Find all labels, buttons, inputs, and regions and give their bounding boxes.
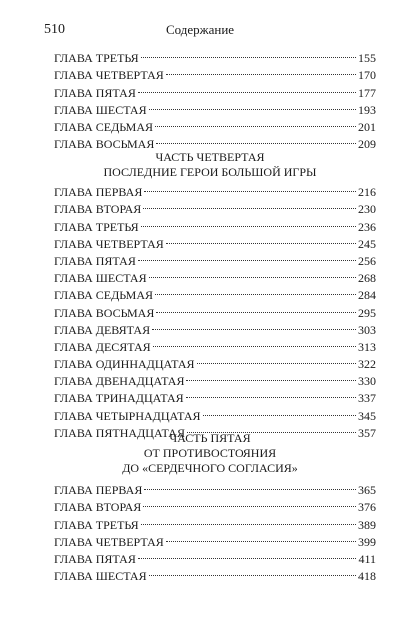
- toc-entry-page: 155: [358, 51, 376, 66]
- dot-leader: [141, 511, 356, 528]
- toc-entry-title: ГЛАВА ПЕРВАЯ: [54, 185, 143, 200]
- toc-entry-title: ГЛАВА ДЕСЯТАЯ: [54, 339, 151, 354]
- toc-entry-page: 313: [358, 339, 376, 354]
- toc-entry-title: ГЛАВА ПЯТАЯ: [54, 253, 136, 268]
- dot-leader: [149, 265, 356, 282]
- toc-entry-title: ГЛАВА ШЕСТАЯ: [54, 102, 147, 117]
- toc-section-part5: [54, 477, 376, 584]
- part-heading-line: ОТ ПРОТИВОСТОЯНИЯ: [143, 446, 277, 460]
- toc-entry-page: 256: [358, 253, 376, 268]
- toc-entry-title: ГЛАВА ЧЕТВЕРТАЯ: [54, 68, 164, 83]
- part-heading-line: ЧАСТЬ ЧЕТВЕРТАЯ: [155, 150, 265, 164]
- toc-entry-page: 411: [358, 551, 376, 566]
- dot-leader: [197, 351, 356, 368]
- toc-entry-page: 236: [358, 219, 376, 234]
- dot-leader: [143, 494, 356, 511]
- toc-entry-page: 209: [358, 137, 376, 152]
- dot-leader: [138, 248, 356, 265]
- dot-leader: [149, 563, 356, 580]
- toc-entry-page: 216: [358, 185, 376, 200]
- toc-entry-title: ГЛАВА ШЕСТАЯ: [54, 271, 147, 286]
- toc-entry-page: 399: [358, 534, 376, 549]
- part-heading-line: ЧАСТЬ ПЯТАЯ: [169, 431, 251, 445]
- toc-entry-title: ГЛАВА ТРИНАДЦАТАЯ: [54, 391, 184, 406]
- page-header: [44, 22, 356, 40]
- toc-entry-page: 284: [358, 288, 376, 303]
- toc-entry-page: 177: [358, 85, 376, 100]
- toc-entry-page: 345: [358, 408, 376, 423]
- toc-entry-page: 245: [358, 236, 376, 251]
- toc-entry-title: ГЛАВА СЕДЬМАЯ: [54, 119, 154, 134]
- dot-leader: [166, 529, 356, 546]
- dot-leader: [156, 299, 356, 316]
- toc-entry-page: 201: [358, 119, 376, 134]
- part-heading-line: ДО «СЕРДЕЧНОГО СОГЛАСИЯ»: [122, 461, 298, 475]
- dot-leader: [153, 334, 356, 351]
- toc-entry-title: ГЛАВА СЕДЬМАЯ: [54, 288, 154, 303]
- dot-leader: [166, 231, 356, 248]
- toc-entry-title: ГЛАВА ЧЕТВЕРТАЯ: [54, 236, 164, 251]
- dot-leader: [138, 79, 356, 96]
- toc-entry-title: ГЛАВА ПЯТНАДЦАТАЯ: [54, 425, 185, 440]
- toc-entry-page: 268: [358, 271, 376, 286]
- dot-leader: [186, 385, 356, 402]
- dot-leader: [144, 477, 356, 494]
- dot-leader: [149, 97, 356, 114]
- toc-entry-title: ГЛАВА ШЕСТАЯ: [54, 569, 147, 584]
- toc-entry-page: 389: [358, 517, 376, 532]
- toc-entry-title: ГЛАВА ДЕВЯТАЯ: [54, 322, 151, 337]
- toc-section-part3: [54, 45, 376, 152]
- part-heading-4: [44, 150, 376, 180]
- toc-entry-title: ГЛАВА ЧЕТВЕРТАЯ: [54, 534, 164, 549]
- toc-entry: [54, 477, 376, 498]
- dot-leader: [141, 213, 356, 230]
- toc-entry-title: ГЛАВА ПЯТАЯ: [54, 551, 136, 566]
- toc-entry: [54, 179, 376, 200]
- toc-entry-page: 230: [358, 202, 376, 217]
- dot-leader: [203, 402, 356, 419]
- toc-entry-page: 303: [358, 322, 376, 337]
- toc-entry-page: 170: [358, 68, 376, 83]
- toc-entry-title: ГЛАВА ВОСЬМАЯ: [54, 137, 155, 152]
- toc-entry-title: ГЛАВА ТРЕТЬЯ: [54, 219, 139, 234]
- dot-leader: [141, 45, 356, 62]
- dot-leader: [152, 317, 356, 334]
- part-heading-line: ПОСЛЕДНИЕ ГЕРОИ БОЛЬШОЙ ИГРЫ: [103, 165, 317, 179]
- dot-leader: [143, 196, 356, 213]
- running-title: Содержание: [165, 22, 235, 37]
- dot-leader: [155, 282, 356, 299]
- toc-entry-page: 295: [358, 305, 376, 320]
- toc-entry-title: ГЛАВА ПЕРВАЯ: [54, 483, 143, 498]
- toc-entry-page: 193: [358, 102, 376, 117]
- toc-entry-title: ГЛАВА ВТОРАЯ: [54, 202, 142, 217]
- toc-entry-page: 330: [358, 374, 376, 389]
- dot-leader: [186, 368, 356, 385]
- toc-entry-title: ГЛАВА ДВЕНАДЦАТАЯ: [54, 374, 185, 389]
- dot-leader: [155, 114, 356, 131]
- toc-entry-title: ГЛАВА ТРЕТЬЯ: [54, 517, 139, 532]
- toc-entry-page: 376: [358, 500, 376, 515]
- toc-entry-page: 337: [358, 391, 376, 406]
- toc-entry-title: ГЛАВА ЧЕТЫРНАДЦАТАЯ: [54, 408, 201, 423]
- toc-entry-title: ГЛАВА ВОСЬМАЯ: [54, 305, 155, 320]
- dot-leader: [156, 131, 356, 148]
- dot-leader: [166, 62, 356, 79]
- dot-leader: [144, 179, 356, 196]
- toc-entry-page: 322: [358, 357, 376, 372]
- page-number: 510: [44, 22, 65, 37]
- dot-leader: [138, 546, 357, 563]
- toc-entry-page: 418: [358, 569, 376, 584]
- toc-entry-title: ГЛАВА ПЯТАЯ: [54, 85, 136, 100]
- toc-entry: [54, 45, 376, 66]
- part-heading-5: [44, 431, 376, 476]
- toc-entry-title: ГЛАВА ОДИННАДЦАТАЯ: [54, 357, 195, 372]
- toc-entry-page: 357: [358, 425, 376, 440]
- toc-entry-title: ГЛАВА ТРЕТЬЯ: [54, 51, 139, 66]
- toc-entry-page: 365: [358, 483, 376, 498]
- toc-entry-title: ГЛАВА ВТОРАЯ: [54, 500, 142, 515]
